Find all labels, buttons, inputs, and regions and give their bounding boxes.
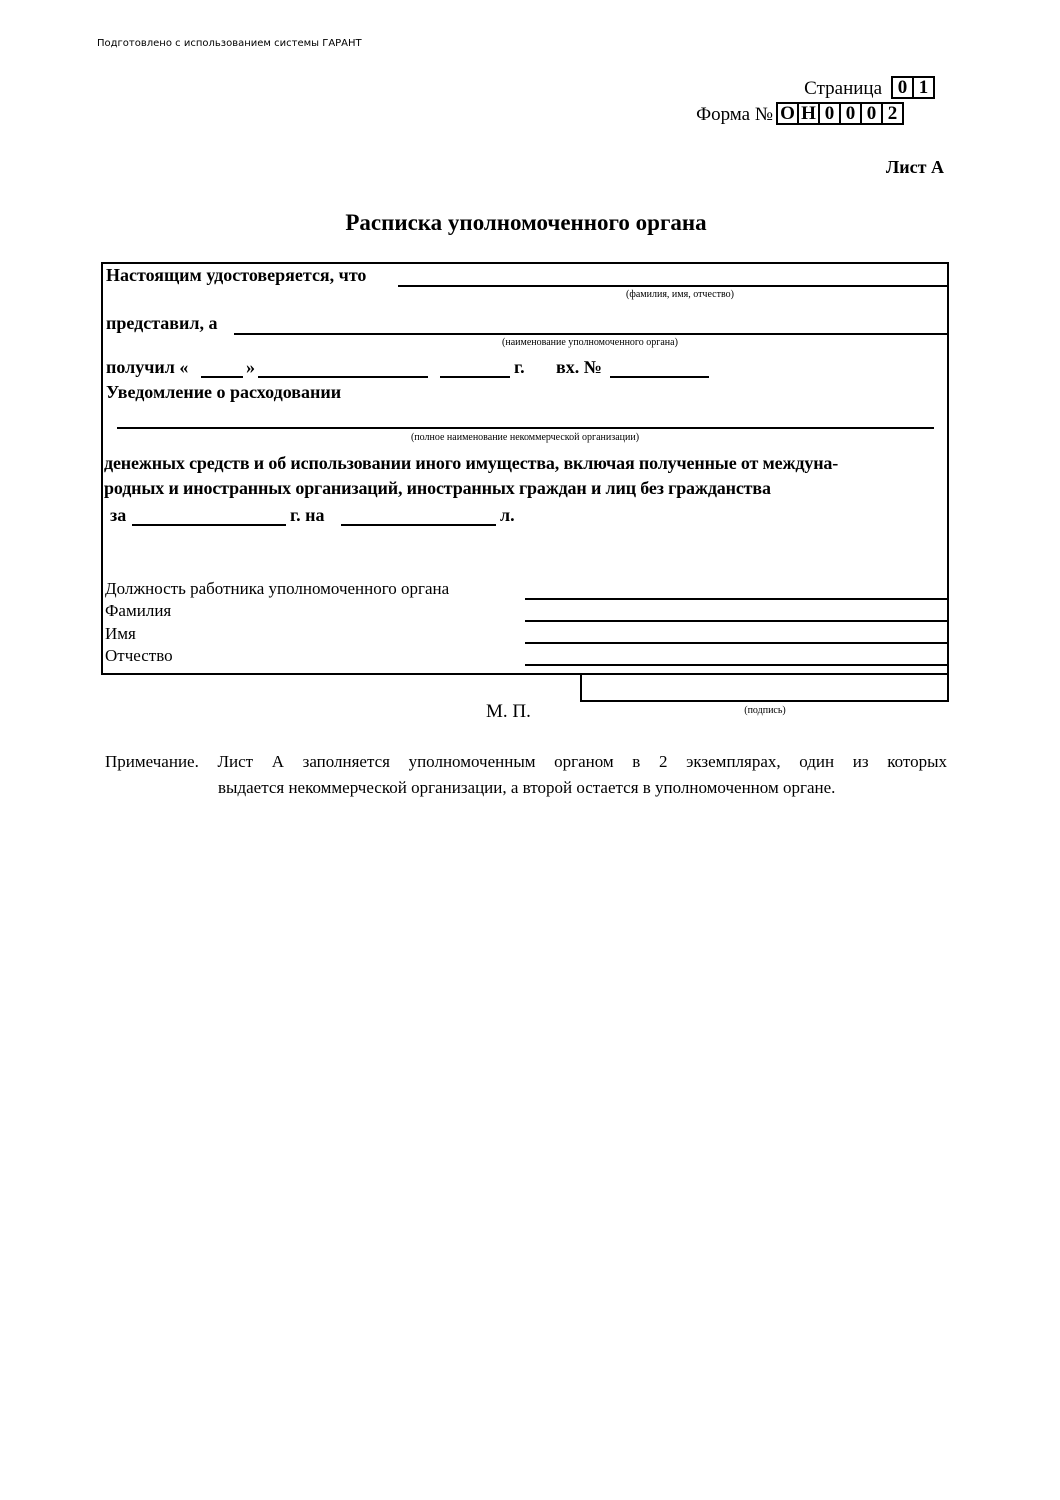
page-label: Страница [804, 78, 882, 99]
officer-patronymic-label: Отчество [105, 646, 173, 665]
received-month-field[interactable] [258, 376, 428, 378]
form-cell: 0 [860, 102, 883, 125]
received-year-field[interactable] [440, 376, 510, 378]
signature-caption: (подпись) [744, 705, 786, 716]
notice-body-line2: родных и иностранных организаций, иностранных граждан и лиц без гражданства [104, 478, 771, 498]
officer-surname-label: Фамилия [105, 601, 172, 620]
form-cell: 0 [839, 102, 862, 125]
sheet-label: Лист А [885, 157, 944, 177]
notice-body-line1: денежных средств и об использовании иного имущества, включая полученные от междуна- [104, 453, 839, 473]
full-name-caption: (фамилия, имя, отчество) [626, 289, 734, 300]
officer-surname-field[interactable] [525, 620, 949, 622]
officer-patronymic-field[interactable] [525, 664, 949, 666]
received-close-quote: » [246, 357, 255, 377]
page-title: Расписка уполномоченного органа [345, 210, 707, 235]
form-number-label: Форма № [696, 104, 773, 125]
form-cell: 2 [881, 102, 904, 125]
officer-name-field[interactable] [525, 642, 949, 644]
incoming-number-label: вх. № [556, 357, 602, 377]
signature-field[interactable] [580, 674, 949, 702]
note-block [105, 749, 947, 801]
form-cell: Н [797, 102, 820, 125]
stamp-label: М. П. [486, 701, 531, 722]
note-line-2: выдается некоммерческой организации, а второй остается в уполномоченном органе. [218, 778, 836, 797]
authority-name-caption: (наименование уполномоченного органа) [502, 337, 678, 348]
received-label: получил « [106, 357, 189, 377]
sheets-count-field[interactable] [341, 524, 496, 526]
form-cell: 0 [818, 102, 841, 125]
received-day-field[interactable] [201, 376, 243, 378]
officer-position-field[interactable] [525, 598, 949, 600]
submitted-label: представил, а [106, 313, 218, 333]
sheets-label: л. [500, 505, 515, 525]
authority-name-field[interactable] [234, 333, 949, 335]
page-cell: 1 [912, 76, 935, 99]
garant-header-text: Подготовлено с использованием системы ГАРАНТ [97, 38, 362, 49]
officer-position-label: Должность работника уполномоченного органа [105, 579, 450, 598]
period-prefix: за [110, 505, 127, 525]
organization-name-field[interactable] [117, 427, 934, 429]
notice-title: Уведомление о расходовании [106, 382, 342, 402]
page-number-cells [893, 76, 935, 99]
incoming-number-field[interactable] [610, 376, 709, 378]
period-year-field[interactable] [132, 524, 286, 526]
period-year-on-label: г. на [290, 505, 325, 525]
year-suffix: г. [514, 357, 525, 377]
page-cell: 0 [891, 76, 914, 99]
certify-label: Настоящим удостоверяется, что [106, 265, 367, 285]
full-name-field[interactable] [398, 285, 949, 287]
form-cell: О [776, 102, 799, 125]
organization-name-caption: (полное наименование некоммерческой организации) [410, 432, 640, 443]
note-line-1: Примечание. Лист А заполняется уполномоченным органом в 2 экземплярах, один из которых [105, 752, 947, 771]
officer-name-label: Имя [105, 624, 136, 643]
form-number-cells [778, 102, 904, 125]
